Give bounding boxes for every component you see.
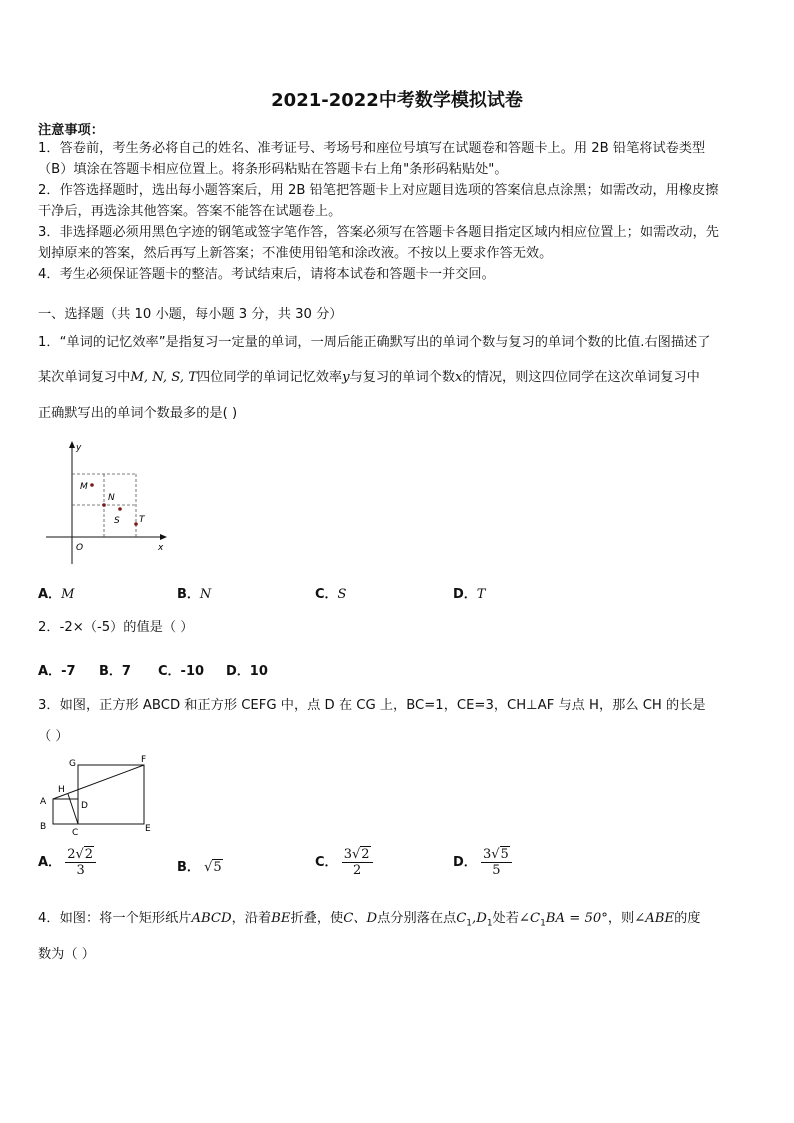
notice-line: 干净后，再选涂其他答案。答案不能答在试题卷上。 <box>38 204 342 219</box>
notice-line: 3．非选择题必须用黑色字迹的钢笔或签字笔作答，答案必须写在答题卡各题目指定区域内相应位置上；如需改动，先 <box>38 225 719 240</box>
point-m <box>90 483 94 487</box>
question-1-line-3: 正确默写出的单词个数最多的是( ) <box>38 406 238 421</box>
axis-y-label: y <box>76 443 82 453</box>
origin-label: O <box>76 543 84 553</box>
label-c: C <box>72 828 79 836</box>
option-d[interactable]: D．10 <box>226 664 268 679</box>
option-b[interactable]: B．7 <box>99 664 131 679</box>
label-d: D <box>81 801 88 811</box>
question-1-line-2: 某次单词复习中M, N, S, T四位同学的单词记忆效率y与复习的单词个数x的情况，则这四位同学在这次单词复习中 <box>38 370 700 385</box>
notice-line: （B）填涂在答题卡相应位置上。将条形码粘贴在答题卡右上角"条形码粘贴处"。 <box>38 162 508 177</box>
option-a[interactable]: A． $\frac{2√2}{3}$ <box>38 847 96 878</box>
notice-line: 4．考生必须保证答题卡的整洁。考试结束后，请将本试卷和答题卡一并交回。 <box>38 267 495 282</box>
question-1-figure <box>38 438 178 568</box>
label-g: G <box>69 759 76 769</box>
question-3-figure <box>38 752 158 836</box>
label-f: F <box>141 755 147 765</box>
option-d[interactable]: D． $\frac{3√5}{5}$ <box>453 847 512 878</box>
option-c[interactable]: C． $\frac{3√2}{2}$ <box>315 847 373 878</box>
point-n <box>102 503 106 507</box>
question-2-stem: 2．-2×（-5）的值是（ ） <box>38 620 194 635</box>
point-t-label: T <box>139 515 145 525</box>
point-t <box>134 522 138 526</box>
notice-heading: 注意事项： <box>38 123 104 138</box>
question-4-line-1: 4．如图：将一个矩形纸片ABCD，沿着BE折叠，使C、D点分别落在点$C_1,D_1$处若$\angle C_1BA = 50^\circ$，则∠ABE的度 <box>38 911 701 929</box>
point-m-label: M <box>80 482 88 492</box>
notice-line: 2．作答选择题时，选出每小题答案后，用 2B 铅笔把答题卡上对应题目选项的答案信息点涂黑；如需改动，用橡皮擦 <box>38 183 719 198</box>
label-e: E <box>145 824 151 834</box>
option-a[interactable]: A．-7 <box>38 664 76 679</box>
option-c[interactable]: C．S <box>315 587 347 602</box>
label-h: H <box>58 785 65 795</box>
label-a: A <box>40 797 47 807</box>
option-d[interactable]: D．T <box>453 587 486 602</box>
section-heading: 一、选择题（共 10 小题，每小题 3 分，共 30 分） <box>38 307 343 322</box>
option-c[interactable]: C．-10 <box>158 664 205 679</box>
question-3-paren: （ ） <box>38 729 69 744</box>
notice-line: 1．答卷前，考生务必将自己的姓名、准考证号、考场号和座位号填写在试题卷和答题卡上。用 2B 铅笔将试卷类型 <box>38 141 706 156</box>
option-b[interactable]: B．N <box>177 587 212 602</box>
option-b[interactable]: B． √5 <box>177 860 222 875</box>
notice-line: 划掉原来的答案，然后再写上新答案；不准使用铅笔和涂改液。不按以上要求作答无效。 <box>38 246 553 261</box>
page-title: 2021-2022中考数学模拟试卷 <box>271 90 523 111</box>
option-a[interactable]: A．M <box>38 587 75 602</box>
point-s-label: S <box>114 516 120 526</box>
axis-x-label: x <box>158 543 164 553</box>
question-4-line-2: 数为（ ） <box>38 947 95 962</box>
point-s <box>118 507 122 511</box>
label-b: B <box>40 822 47 832</box>
question-3-stem: 3．如图，正方形 ABCD 和正方形 CEFG 中，点 D 在 CG 上，BC=1，CE=3，CH⊥AF 与点 H，那么 CH 的长是 <box>38 698 706 713</box>
question-1-line-1: 1．“单词的记忆效率”是指复习一定量的单词，一周后能正确默写出的单词个数与复习的单词个数的比值.右图描述了 <box>38 335 711 350</box>
point-n-label: N <box>108 493 115 503</box>
